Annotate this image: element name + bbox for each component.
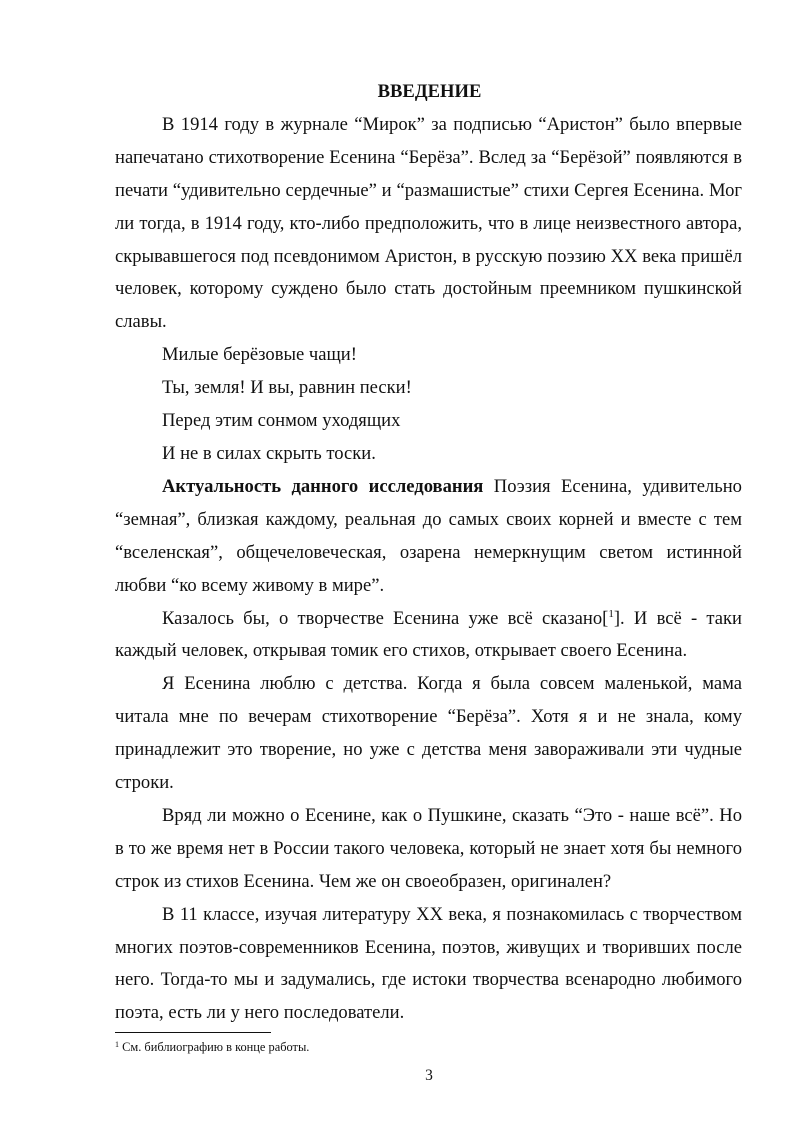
verse-line: Перед этим сонмом уходящих [162,410,401,432]
paragraph-intro: В 1914 году в журнале “Мирок” за подписью “Аристон” было впервые напечатано стихотворение Есенина “Берёза”. Вслед за “Берёзой” появляются в печати “удивительно сердечные” и “размашистые” стихи Сергея Есенина. Мог ли тогда, в 1914 году, кто-либо предположить, что в лице неизвестного автора, скрывавшегося под псевдонимом Аристон, в русскую поэзию XX века пришёл человек, которому суждено было стать достойным преемником пушкинской славы. [115,113,742,333]
paragraph-seemingly [115,603,742,669]
paragraph-class: В 11 классе, изучая литературу XX века, я познакомилась с творчеством многих поэтов-современников Есенина, поэтов, живущих и творивших после него. Тогда-то мы и задумались, где истоки творчества всенародно любимого поэта, есть ли у него последователи. [115,903,742,1024]
footnote-separator [115,1032,271,1033]
verse-line: И не в силах скрыть тоски. [162,442,376,464]
poem-stanza [115,339,742,471]
footnote-text: См. библиографию в конце работы. [119,1040,310,1054]
paragraph-text: ]. И всё - таки каждый человек, открывая томик его стихов, открывает своего Есенина. [115,607,742,662]
page-number: 3 [425,1067,433,1084]
footnote-reference[interactable]: 1 [608,607,614,620]
paragraph-relevance [115,471,742,603]
footnote-marker: 1 [115,1040,119,1049]
paragraph-pushkin: Вряд ли можно о Есенине, как о Пушкине, сказать “Это - наше всё”. Но в то же время нет в России такого человека, который не знает хотя бы немного строк из стихов Есенина. Чем же он своеобразен, оригинален? [115,804,742,892]
verse-line: Ты, земля! И вы, равнин пески! [162,377,412,399]
verse-line: Милые берёзовые чащи! [162,344,357,366]
page-content [115,76,742,1030]
relevance-heading: Актуальность данного исследования [162,475,484,497]
section-title: ВВЕДЕНИЕ [377,81,482,102]
relevance-text: Поэзия Есенина, удивительно “земная”, близкая каждому, реальная до самых своих корней и вместе с тем “вселенская”, общечеловеческая, озарена немеркнущим светом истинной любви “ко всему живому в мире”. [115,475,742,596]
paragraph-text: Казалось бы, о творчестве Есенина уже всё сказано[ [162,607,609,629]
footnote [115,1039,742,1055]
paragraph-childhood: Я Есенина люблю с детства. Когда я была совсем маленькой, мама читала мне по вечерам стихотворение “Берёза”. Хотя я и не знала, кому принадлежит это творение, но уже с детства меня завораживали эти чудные строки. [115,673,742,794]
